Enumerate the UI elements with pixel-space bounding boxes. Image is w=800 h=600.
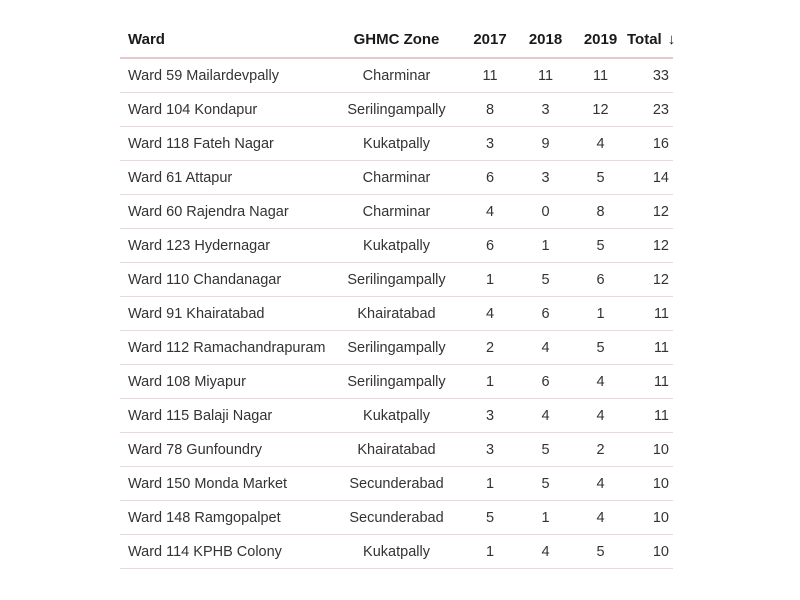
sort-descending-icon: ↓ xyxy=(667,31,676,48)
cell-total: 11 xyxy=(627,365,673,399)
cell-ghmc-zone: Serilingampally xyxy=(330,365,463,399)
cell-total: 12 xyxy=(627,195,673,229)
cell-2018: 5 xyxy=(517,263,574,297)
cell-2019: 4 xyxy=(574,467,627,501)
cell-2018: 1 xyxy=(517,229,574,263)
cell-total: 11 xyxy=(627,297,673,331)
cell-ward: Ward 104 Kondapur xyxy=(120,93,330,127)
cell-2017: 5 xyxy=(463,501,517,535)
cell-2017: 11 xyxy=(463,58,517,93)
cell-ghmc-zone: Secunderabad xyxy=(330,467,463,501)
table-row xyxy=(120,399,673,433)
cell-ward: Ward 61 Attapur xyxy=(120,161,330,195)
header-2018[interactable]: 2018 xyxy=(517,22,574,58)
table-row xyxy=(120,161,673,195)
cell-2019: 5 xyxy=(574,535,627,569)
cell-2018: 4 xyxy=(517,399,574,433)
cell-total: 11 xyxy=(627,399,673,433)
table-row xyxy=(120,93,673,127)
cell-ghmc-zone: Secunderabad xyxy=(330,501,463,535)
cell-ghmc-zone: Serilingampally xyxy=(330,263,463,297)
cell-2017: 3 xyxy=(463,399,517,433)
table-row xyxy=(120,58,673,93)
cell-2019: 5 xyxy=(574,331,627,365)
cell-2017: 6 xyxy=(463,229,517,263)
cell-ghmc-zone: Serilingampally xyxy=(330,93,463,127)
cell-2017: 1 xyxy=(463,467,517,501)
cell-2018: 4 xyxy=(517,331,574,365)
cell-total: 10 xyxy=(627,433,673,467)
cell-ghmc-zone: Kukatpally xyxy=(330,127,463,161)
cell-ghmc-zone: Charminar xyxy=(330,195,463,229)
cell-2018: 5 xyxy=(517,433,574,467)
cell-ghmc-zone: Khairatabad xyxy=(330,297,463,331)
cell-total: 10 xyxy=(627,467,673,501)
cell-ward: Ward 148 Ramgopalpet xyxy=(120,501,330,535)
cell-ward: Ward 110 Chandanagar xyxy=(120,263,330,297)
cell-2018: 6 xyxy=(517,365,574,399)
cell-2019: 8 xyxy=(574,195,627,229)
cell-2018: 4 xyxy=(517,535,574,569)
cell-2017: 4 xyxy=(463,195,517,229)
table-row xyxy=(120,297,673,331)
cell-ward: Ward 150 Monda Market xyxy=(120,467,330,501)
cell-2018: 11 xyxy=(517,58,574,93)
cell-2019: 12 xyxy=(574,93,627,127)
header-total[interactable] xyxy=(627,22,676,58)
table-row xyxy=(120,433,673,467)
cell-ghmc-zone: Charminar xyxy=(330,161,463,195)
cell-2019: 4 xyxy=(574,399,627,433)
cell-ward: Ward 112 Ramachandrapuram xyxy=(120,331,330,365)
cell-total: 16 xyxy=(627,127,673,161)
table-row xyxy=(120,501,673,535)
table-row xyxy=(120,229,673,263)
cell-ward: Ward 59 Mailardevpally xyxy=(120,58,330,93)
cell-2017: 1 xyxy=(463,365,517,399)
cell-total: 12 xyxy=(627,263,673,297)
cell-ghmc-zone: Kukatpally xyxy=(330,535,463,569)
cell-ward: Ward 115 Balaji Nagar xyxy=(120,399,330,433)
cell-ward: Ward 123 Hydernagar xyxy=(120,229,330,263)
cell-total: 33 xyxy=(627,58,673,93)
cell-total: 10 xyxy=(627,501,673,535)
cell-ghmc-zone: Kukatpally xyxy=(330,229,463,263)
cell-ward: Ward 91 Khairatabad xyxy=(120,297,330,331)
table-row xyxy=(120,535,673,569)
cell-2017: 1 xyxy=(463,535,517,569)
cell-2017: 4 xyxy=(463,297,517,331)
cell-total: 14 xyxy=(627,161,673,195)
table-row xyxy=(120,127,673,161)
cell-2019: 4 xyxy=(574,127,627,161)
cell-2019: 4 xyxy=(574,365,627,399)
cell-2019: 11 xyxy=(574,58,627,93)
cell-2018: 3 xyxy=(517,161,574,195)
cell-2019: 6 xyxy=(574,263,627,297)
table-row xyxy=(120,195,673,229)
table-header-row xyxy=(120,22,673,58)
ward-table xyxy=(120,22,676,569)
cell-2018: 9 xyxy=(517,127,574,161)
cell-2019: 1 xyxy=(574,297,627,331)
cell-2018: 0 xyxy=(517,195,574,229)
cell-2019: 2 xyxy=(574,433,627,467)
table-row xyxy=(120,467,673,501)
header-2019[interactable]: 2019 xyxy=(574,22,627,58)
cell-ghmc-zone: Charminar xyxy=(330,58,463,93)
cell-2018: 1 xyxy=(517,501,574,535)
cell-ward: Ward 60 Rajendra Nagar xyxy=(120,195,330,229)
cell-ward: Ward 78 Gunfoundry xyxy=(120,433,330,467)
header-ghmc-zone[interactable]: GHMC Zone xyxy=(330,22,463,58)
cell-ghmc-zone: Kukatpally xyxy=(330,399,463,433)
cell-2017: 3 xyxy=(463,127,517,161)
cell-2018: 5 xyxy=(517,467,574,501)
cell-total: 12 xyxy=(627,229,673,263)
cell-total: 11 xyxy=(627,331,673,365)
cell-2017: 2 xyxy=(463,331,517,365)
cell-ghmc-zone: Khairatabad xyxy=(330,433,463,467)
cell-2017: 6 xyxy=(463,161,517,195)
cell-ward: Ward 118 Fateh Nagar xyxy=(120,127,330,161)
header-2017[interactable]: 2017 xyxy=(463,22,517,58)
header-ward[interactable]: Ward xyxy=(120,22,330,58)
cell-ward: Ward 108 Miyapur xyxy=(120,365,330,399)
cell-2017: 3 xyxy=(463,433,517,467)
cell-2019: 5 xyxy=(574,229,627,263)
cell-2017: 1 xyxy=(463,263,517,297)
cell-2019: 5 xyxy=(574,161,627,195)
table-body xyxy=(120,58,673,569)
table-row xyxy=(120,365,673,399)
cell-ward: Ward 114 KPHB Colony xyxy=(120,535,330,569)
cell-2019: 4 xyxy=(574,501,627,535)
table-row xyxy=(120,263,673,297)
cell-2018: 3 xyxy=(517,93,574,127)
cell-total: 23 xyxy=(627,93,673,127)
cell-total: 10 xyxy=(627,535,673,569)
cell-2017: 8 xyxy=(463,93,517,127)
cell-ghmc-zone: Serilingampally xyxy=(330,331,463,365)
ward-table-container xyxy=(120,22,676,569)
cell-2018: 6 xyxy=(517,297,574,331)
table-row xyxy=(120,331,673,365)
header-total-label: Total xyxy=(627,31,662,48)
